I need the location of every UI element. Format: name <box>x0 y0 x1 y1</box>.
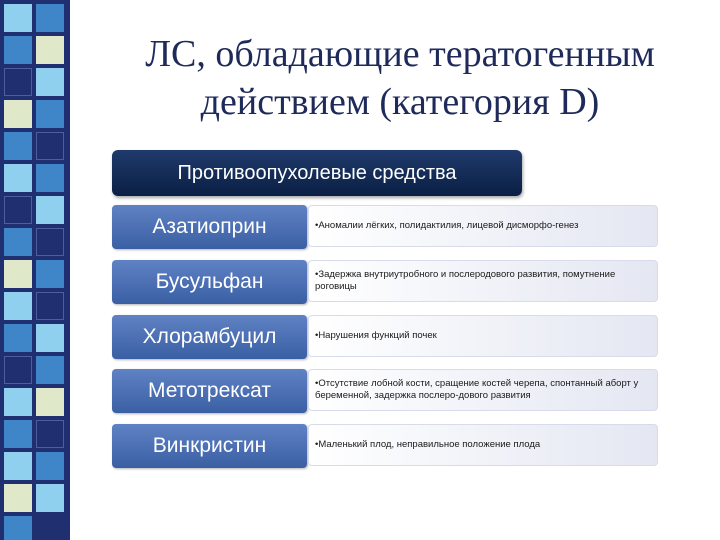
mosaic-tile <box>4 484 32 512</box>
mosaic-tile <box>4 68 32 96</box>
drug-name: Азатиоприн <box>152 215 267 238</box>
mosaic-tile <box>36 164 64 192</box>
mosaic-tile <box>4 516 32 540</box>
drug-name-box <box>112 369 307 413</box>
mosaic-tile <box>36 260 64 288</box>
mosaic-tile <box>36 36 64 64</box>
mosaic-tile <box>36 292 64 320</box>
slide-title-line2: действием (категория D) <box>200 81 600 123</box>
mosaic-tile <box>4 356 32 384</box>
drug-effect: •Аномалии лёгких, полидактилия, лицевой дисморфо-генез <box>315 220 579 231</box>
mosaic-tile <box>4 420 32 448</box>
mosaic-tile <box>36 420 64 448</box>
drug-name: Винкристин <box>152 434 267 457</box>
drug-effect-box <box>308 315 658 357</box>
mosaic-tile <box>4 132 32 160</box>
mosaic-tile <box>4 4 32 32</box>
drug-effect: •Задержка внутриутробного и послеродового развития, помутнение роговицы <box>315 269 616 292</box>
mosaic-tile <box>4 164 32 192</box>
mosaic-tile <box>36 356 64 384</box>
mosaic-tile <box>36 132 64 160</box>
slide-title-line1: ЛС, обладающие тератогенным <box>145 33 655 75</box>
mosaic-tile <box>4 452 32 480</box>
mosaic-tile <box>36 196 64 224</box>
mosaic-tile <box>36 324 64 352</box>
slide-title <box>90 30 710 126</box>
mosaic-tile <box>4 292 32 320</box>
mosaic-tile <box>4 196 32 224</box>
category-header <box>112 150 522 196</box>
drug-effect-box <box>308 260 658 302</box>
mosaic-tile <box>36 484 64 512</box>
drug-name-box <box>112 260 307 304</box>
mosaic-tile <box>4 388 32 416</box>
drug-name: Метотрексат <box>147 379 272 402</box>
mosaic-tile <box>4 260 32 288</box>
category-header-label: Противоопухолевые средства <box>177 161 457 184</box>
drug-name-box <box>112 424 307 468</box>
drug-effect: •Отсутствие лобной кости, сращение костей черепа, спонтанный аборт у беременной, задержка послеро-дового развития <box>315 378 639 401</box>
drug-effect: •Маленький плод, неправильное положение плода <box>315 439 541 450</box>
drug-effect: •Нарушения функций почек <box>315 330 437 341</box>
mosaic-tile <box>4 324 32 352</box>
mosaic-tile <box>4 228 32 256</box>
drug-effect-box <box>308 369 658 411</box>
drug-effect-box <box>308 205 658 247</box>
mosaic-tile <box>36 452 64 480</box>
drug-effect-box <box>308 424 658 466</box>
mosaic-tile <box>36 388 64 416</box>
mosaic-tile <box>36 4 64 32</box>
mosaic-tile <box>4 36 32 64</box>
mosaic-tile <box>36 100 64 128</box>
decorative-mosaic-stripe <box>0 0 70 540</box>
drug-name-box <box>112 205 307 249</box>
mosaic-tile <box>36 516 64 540</box>
mosaic-tile <box>4 100 32 128</box>
drug-name: Хлорамбуцил <box>142 325 277 348</box>
mosaic-tile <box>36 68 64 96</box>
mosaic-tile <box>36 228 64 256</box>
drug-name: Бусульфан <box>155 270 264 293</box>
drug-name-box <box>112 315 307 359</box>
